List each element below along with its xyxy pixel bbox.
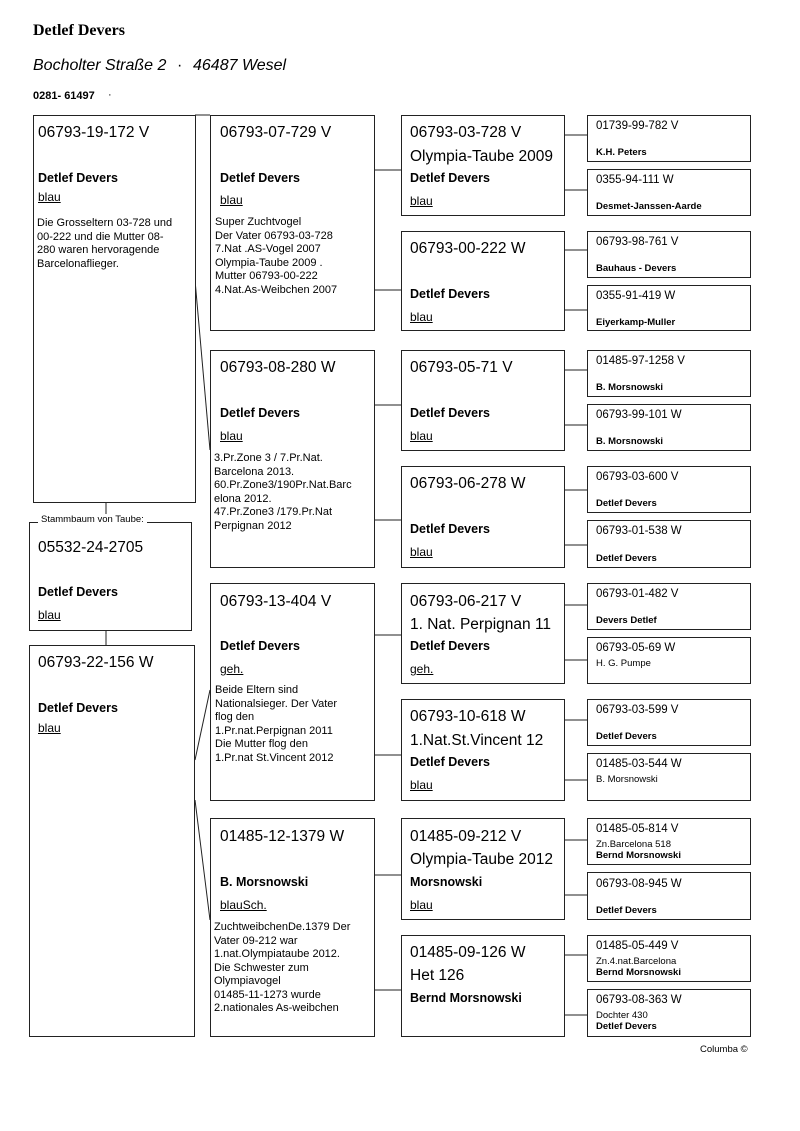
- ggp-title: Het 126: [410, 967, 465, 984]
- grandparent-owner: B. Morsnowski: [220, 875, 309, 889]
- dam-owner: Detlef Devers: [38, 701, 118, 715]
- grandparent-color: geh.: [220, 662, 244, 676]
- great-grandparent-box: [401, 466, 565, 568]
- grandparent-owner: Detlef Devers: [220, 639, 300, 653]
- ggp-color: blau: [410, 429, 433, 443]
- sire-note: Die Grosseltern 03-728 und 00-222 und die Mutter 08- 280 waren hervoragende Barcelonaflieger.: [37, 217, 173, 270]
- gen4-owner: Detlef Devers: [596, 905, 657, 916]
- gen4-box: [587, 520, 751, 568]
- grandparent-box: [210, 115, 375, 331]
- gen4-ring: 01485-05-449 V: [596, 940, 679, 952]
- gen4-line: H. G. Pumpe: [596, 658, 651, 669]
- sire-owner: Detlef Devers: [38, 171, 118, 185]
- grandparent-box: [210, 350, 375, 568]
- ggp-owner: Detlef Devers: [410, 755, 490, 769]
- gen4-box: [587, 169, 751, 216]
- grandparent-color: blau: [220, 429, 243, 443]
- gen4-owner: B. Morsnowski: [596, 382, 664, 393]
- grandparent-owner: Detlef Devers: [220, 171, 300, 185]
- address-street: Bocholter Straße 2: [33, 57, 167, 74]
- great-grandparent-box: [401, 231, 565, 331]
- gen4-ring: 06793-03-599 V: [596, 704, 679, 716]
- gen4-box: [587, 699, 751, 746]
- grandparent-note: 3.Pr.Zone 3 / 7.Pr.Nat. Barcelona 2013. 60.Pr.Zone3/190Pr.Nat.Barc elona 2012. 47.Pr.Zone3 /179.Pr.Nat Perpignan 2012: [214, 452, 352, 532]
- address-separator: ·: [177, 57, 183, 74]
- gen4-owner: Bernd Morsnowski: [596, 850, 681, 861]
- gen4-box: [587, 466, 751, 513]
- gen4-owner: K.H. Peters: [596, 147, 647, 158]
- grandparent-note: Beide Eltern sind Nationalsieger. Der Vater flog den 1.Pr.nat.Perpignan 2011 Die Mutter flog den 1.Pr.nat St.Vincent 2012: [215, 684, 338, 764]
- address-city: 46487 Wesel: [193, 57, 287, 74]
- ggp-ring: 01485-09-126 W: [410, 944, 526, 961]
- ggp-title: Olympia-Taube 2009: [410, 148, 554, 165]
- gen4-line: Zn.Barcelona 518: [596, 839, 671, 850]
- ggp-ring: 01485-09-212 V: [410, 828, 522, 845]
- ggp-title: 1.Nat.St.Vincent 12: [410, 732, 544, 749]
- gen4-owner: Detlef Devers: [596, 498, 657, 509]
- gen4-ring: 01485-97-1258 V: [596, 355, 685, 367]
- ggp-color: blau: [410, 778, 433, 792]
- gen4-ring: 06793-08-363 W: [596, 994, 682, 1006]
- phone: 0281- 61497: [33, 90, 95, 102]
- dam-ring: 06793-22-156 W: [38, 654, 154, 671]
- great-grandparent-box: [401, 935, 565, 1037]
- dam-box: [29, 645, 195, 1037]
- gen4-box: [587, 583, 751, 630]
- gen4-ring: 0355-94-111 W: [596, 174, 674, 186]
- ggp-owner: Detlef Devers: [410, 287, 490, 301]
- ggp-color: geh.: [410, 662, 434, 676]
- grandparent-ring: 01485-12-1379 W: [220, 828, 345, 845]
- pigeon-color: blau: [38, 608, 61, 622]
- gen4-owner: Detlef Devers: [596, 1021, 657, 1032]
- gen4-box: [587, 115, 751, 162]
- great-grandparent-box: [401, 818, 565, 920]
- gen4-ring: 06793-98-761 V: [596, 236, 679, 248]
- ggp-color: blau: [410, 898, 433, 912]
- grandparent-color: blau: [220, 193, 243, 207]
- pigeon-box: [29, 522, 192, 631]
- gen4-ring: 01485-05-814 V: [596, 823, 679, 835]
- gen4-ring: 06793-03-600 V: [596, 471, 679, 483]
- grandparent-ring: 06793-07-729 V: [220, 124, 332, 141]
- gen4-ring: 06793-01-482 V: [596, 588, 679, 600]
- gen4-owner: Eiyerkamp-Muller: [596, 317, 676, 328]
- grandparent-ring: 06793-08-280 W: [220, 359, 336, 376]
- gen4-box: [587, 818, 751, 865]
- breeder-name: Detlef Devers: [33, 22, 125, 39]
- ggp-color: blau: [410, 194, 433, 208]
- ggp-ring: 06793-10-618 W: [410, 708, 526, 725]
- ggp-owner: Detlef Devers: [410, 522, 490, 536]
- phone-separator: ·: [108, 89, 112, 101]
- grandparent-note: ZuchtweibchenDe.1379 Der Vater 09-212 war 1.nat.Olympiataube 2012. Die Schwester zum Olympiavogel 01485-11-1273 wurde 2.nationales As-weibchen: [214, 921, 351, 1014]
- sire-box: [33, 115, 196, 503]
- ggp-title: Olympia-Taube 2012: [410, 851, 554, 868]
- ggp-color: blau: [410, 310, 433, 324]
- gen4-owner: Devers Detlef: [596, 615, 657, 626]
- gen4-box: [587, 872, 751, 920]
- pigeon-owner: Detlef Devers: [38, 585, 118, 599]
- ggp-ring: 06793-03-728 V: [410, 124, 522, 141]
- gen4-box: [587, 350, 751, 397]
- ggp-ring: 06793-00-222 W: [410, 240, 526, 257]
- gen4-line: Dochter 430: [596, 1010, 648, 1021]
- ggp-owner: Morsnowski: [410, 875, 483, 889]
- gen4-ring: 06793-05-69 W: [596, 642, 676, 654]
- pigeon-ring: 05532-24-2705: [38, 539, 144, 556]
- sire-ring: 06793-19-172 V: [38, 124, 150, 141]
- ggp-owner: Detlef Devers: [410, 171, 490, 185]
- gen4-line: Zn.4.nat.Barcelona: [596, 956, 677, 967]
- grandparent-box: [210, 818, 375, 1037]
- gen4-box: [587, 935, 751, 982]
- gen4-owner: Bernd Morsnowski: [596, 967, 681, 978]
- pigeon-caption: Stammbaum von Taube:: [38, 514, 147, 525]
- ggp-owner: Detlef Devers: [410, 639, 490, 653]
- dam-color: blau: [38, 721, 61, 735]
- gen4-box: [587, 285, 751, 331]
- ggp-owner: Detlef Devers: [410, 406, 490, 420]
- great-grandparent-box: [401, 350, 565, 451]
- grandparent-owner: Detlef Devers: [220, 406, 300, 420]
- gen4-owner: B. Morsnowski: [596, 436, 664, 447]
- gen4-owner: Detlef Devers: [596, 731, 657, 742]
- gen4-ring: 0355-91-419 W: [596, 290, 676, 302]
- ggp-title: 1. Nat. Perpignan 11: [410, 616, 552, 633]
- ggp-ring: 06793-06-278 W: [410, 475, 526, 492]
- gen4-owner: Bauhaus - Devers: [596, 263, 677, 274]
- gen4-ring: 01739-99-782 V: [596, 120, 679, 132]
- gen4-box: [587, 404, 751, 451]
- great-grandparent-box: [401, 115, 565, 216]
- gen4-owner: Detlef Devers: [596, 553, 657, 564]
- ggp-color: blau: [410, 545, 433, 559]
- gen4-box: [587, 753, 751, 801]
- gen4-owner: Desmet-Janssen-Aarde: [596, 201, 702, 212]
- grandparent-ring: 06793-13-404 V: [220, 593, 332, 610]
- ggp-ring: 06793-05-71 V: [410, 359, 513, 376]
- gen4-box: [587, 989, 751, 1037]
- ggp-owner: Bernd Morsnowski: [410, 991, 522, 1005]
- great-grandparent-box: [401, 699, 565, 801]
- gen4-ring: 01485-03-544 W: [596, 758, 682, 770]
- grandparent-note: Super Zuchtvogel Der Vater 06793-03-728 7.Nat .AS-Vogel 2007 Olympia-Taube 2009 . Mutter 06793-00-222 4.Nat.As-Weibchen 2007: [215, 216, 338, 296]
- gen4-ring: 06793-01-538 W: [596, 525, 682, 537]
- ggp-ring: 06793-06-217 V: [410, 593, 522, 610]
- great-grandparent-box: [401, 583, 565, 684]
- footer-copyright: Columba ©: [700, 1044, 748, 1055]
- sire-color: blau: [38, 190, 61, 204]
- grandparent-color: blauSch.: [220, 898, 267, 912]
- gen4-ring: 06793-99-101 W: [596, 409, 682, 421]
- gen4-box: [587, 637, 751, 684]
- gen4-line: B. Morsnowski: [596, 774, 658, 785]
- grandparent-box: [210, 583, 375, 801]
- gen4-box: [587, 231, 751, 278]
- gen4-ring: 06793-08-945 W: [596, 878, 682, 890]
